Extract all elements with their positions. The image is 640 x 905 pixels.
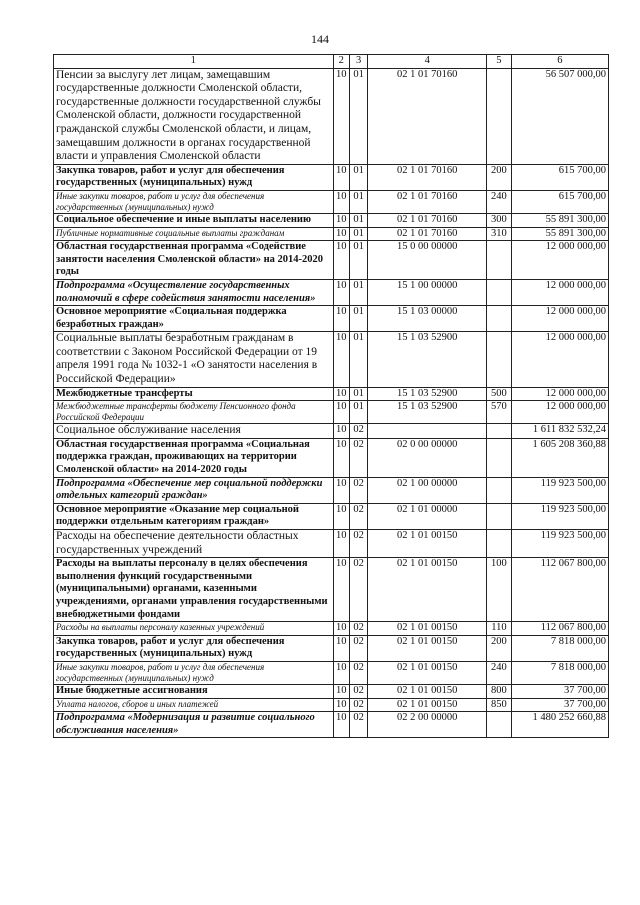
cell-target-code: 15 0 00 00000 — [368, 241, 487, 280]
table-row — [54, 503, 609, 529]
cell-name: Областная государственная программа «Социальная поддержка граждан, проживающих на территории Смоленской области» на 2014-2020 годы — [54, 438, 334, 477]
cell-section: 10 — [333, 68, 349, 164]
table-row — [54, 661, 609, 684]
cell-name: Социальное обслуживание населения — [54, 424, 334, 439]
table-row — [54, 190, 609, 213]
cell-subsection: 02 — [349, 712, 367, 738]
cell-subsection: 01 — [349, 401, 367, 424]
cell-expense-type — [487, 306, 512, 332]
cell-section: 10 — [333, 190, 349, 213]
cell-expense-type — [487, 477, 512, 503]
cell-expense-type — [487, 68, 512, 164]
cell-amount: 12 000 000,00 — [511, 241, 608, 280]
cell-target-code: 02 1 01 00000 — [368, 503, 487, 529]
cell-expense-type: 240 — [487, 190, 512, 213]
cell-amount: 615 700,00 — [511, 190, 608, 213]
cell-subsection: 02 — [349, 698, 367, 712]
cell-name: Социальные выплаты безработным гражданам в соответствии с Законом Российской Федерации от 19 апреля 1991 года № 1032-1 «О занятости населения в Российской Федерации» — [54, 332, 334, 387]
header-row — [54, 55, 609, 69]
table-row — [54, 424, 609, 439]
table-row — [54, 401, 609, 424]
cell-subsection: 01 — [349, 68, 367, 164]
cell-expense-type: 240 — [487, 661, 512, 684]
cell-subsection: 02 — [349, 622, 367, 636]
cell-target-code: 02 1 01 70160 — [368, 227, 487, 241]
cell-subsection: 02 — [349, 684, 367, 698]
table-row — [54, 279, 609, 305]
cell-amount: 7 818 000,00 — [511, 635, 608, 661]
cell-name: Подпрограмма «Осуществление государственных полномочий в сфере содействия занятости населения» — [54, 279, 334, 305]
cell-expense-type: 850 — [487, 698, 512, 712]
table-row — [54, 622, 609, 636]
cell-amount: 119 923 500,00 — [511, 503, 608, 529]
cell-name: Расходы на выплаты персоналу казенных учреждений — [54, 622, 334, 636]
cell-name: Расходы на выплаты персоналу в целях обеспечения выполнения функций государственными (муниципальными) органами, казенными учреждениями, органами управления государственными внебюджетными фондами — [54, 558, 334, 622]
cell-subsection: 02 — [349, 424, 367, 439]
cell-amount: 55 891 300,00 — [511, 213, 608, 227]
table-row — [54, 241, 609, 280]
cell-expense-type: 570 — [487, 401, 512, 424]
cell-name: Социальное обеспечение и иные выплаты населению — [54, 213, 334, 227]
cell-section: 10 — [333, 661, 349, 684]
cell-target-code: 02 1 01 70160 — [368, 190, 487, 213]
cell-target-code: 02 1 01 00150 — [368, 661, 487, 684]
table-row — [54, 438, 609, 477]
cell-expense-type — [487, 241, 512, 280]
cell-subsection: 01 — [349, 279, 367, 305]
cell-target-code: 02 1 01 00150 — [368, 698, 487, 712]
cell-expense-type — [487, 712, 512, 738]
cell-section: 10 — [333, 438, 349, 477]
cell-expense-type: 200 — [487, 635, 512, 661]
cell-subsection: 01 — [349, 227, 367, 241]
cell-amount: 119 923 500,00 — [511, 477, 608, 503]
cell-amount: 1 611 832 532,24 — [511, 424, 608, 439]
cell-section: 10 — [333, 635, 349, 661]
cell-expense-type — [487, 279, 512, 305]
cell-target-code: 15 1 03 52900 — [368, 401, 487, 424]
cell-expense-type: 100 — [487, 558, 512, 622]
cell-subsection: 01 — [349, 190, 367, 213]
cell-amount: 37 700,00 — [511, 684, 608, 698]
cell-name: Подпрограмма «Модернизация и развитие социального обслуживания населения» — [54, 712, 334, 738]
cell-section: 10 — [333, 387, 349, 401]
cell-section: 10 — [333, 477, 349, 503]
header-subsection: 3 — [349, 55, 367, 69]
cell-section: 10 — [333, 306, 349, 332]
cell-amount: 12 000 000,00 — [511, 332, 608, 387]
cell-target-code — [368, 424, 487, 439]
table-row — [54, 635, 609, 661]
cell-target-code: 02 1 01 00150 — [368, 622, 487, 636]
table-row — [54, 530, 609, 558]
cell-target-code: 02 1 01 70160 — [368, 213, 487, 227]
table-row — [54, 698, 609, 712]
cell-name: Уплата налогов, сборов и иных платежей — [54, 698, 334, 712]
cell-target-code: 15 1 00 00000 — [368, 279, 487, 305]
table-row — [54, 332, 609, 387]
cell-section: 10 — [333, 712, 349, 738]
cell-expense-type: 300 — [487, 213, 512, 227]
cell-target-code: 02 1 00 00000 — [368, 477, 487, 503]
cell-target-code: 02 1 01 00150 — [368, 530, 487, 558]
cell-section: 10 — [333, 698, 349, 712]
cell-target-code: 02 1 01 70160 — [368, 164, 487, 190]
cell-name: Иные бюджетные ассигнования — [54, 684, 334, 698]
table-row — [54, 558, 609, 622]
cell-amount: 1 480 252 660,88 — [511, 712, 608, 738]
cell-target-code: 15 1 03 00000 — [368, 306, 487, 332]
cell-section: 10 — [333, 401, 349, 424]
cell-name: Публичные нормативные социальные выплаты гражданам — [54, 227, 334, 241]
cell-name: Закупка товаров, работ и услуг для обеспечения государственных (муниципальных) нужд — [54, 164, 334, 190]
cell-expense-type: 800 — [487, 684, 512, 698]
table-row — [54, 164, 609, 190]
table-row — [54, 227, 609, 241]
budget-table — [53, 54, 609, 738]
cell-subsection: 01 — [349, 306, 367, 332]
cell-target-code: 02 2 00 00000 — [368, 712, 487, 738]
cell-expense-type — [487, 438, 512, 477]
cell-amount: 119 923 500,00 — [511, 530, 608, 558]
table-row — [54, 68, 609, 164]
table-row — [54, 712, 609, 738]
cell-section: 10 — [333, 227, 349, 241]
header-target-code: 4 — [368, 55, 487, 69]
cell-expense-type: 310 — [487, 227, 512, 241]
cell-name: Областная государственная программа «Содействие занятости населения Смоленской области» на 2014-2020 годы — [54, 241, 334, 280]
cell-expense-type — [487, 424, 512, 439]
table-row — [54, 684, 609, 698]
cell-section: 10 — [333, 558, 349, 622]
cell-expense-type — [487, 530, 512, 558]
cell-name: Основное мероприятие «Оказание мер социальной поддержки отдельным категориям граждан» — [54, 503, 334, 529]
cell-name: Пенсии за выслугу лет лицам, замещавшим государственные должности Смоленской области, государственные должности государственной службы Смоленской области, должности государственной гражданской службы Смоленской области, и лицам, замещавшим должности в органах государственной власти и управления Смоленской области — [54, 68, 334, 164]
cell-subsection: 01 — [349, 332, 367, 387]
cell-section: 10 — [333, 530, 349, 558]
cell-amount: 615 700,00 — [511, 164, 608, 190]
cell-amount: 12 000 000,00 — [511, 306, 608, 332]
cell-amount: 112 067 800,00 — [511, 558, 608, 622]
cell-subsection: 02 — [349, 635, 367, 661]
cell-expense-type: 500 — [487, 387, 512, 401]
cell-section: 10 — [333, 332, 349, 387]
cell-name: Закупка товаров, работ и услуг для обеспечения государственных (муниципальных) нужд — [54, 635, 334, 661]
cell-amount: 1 605 208 360,88 — [511, 438, 608, 477]
cell-target-code: 02 1 01 00150 — [368, 684, 487, 698]
cell-amount: 12 000 000,00 — [511, 387, 608, 401]
cell-expense-type — [487, 332, 512, 387]
cell-name: Иные закупки товаров, работ и услуг для обеспечения государственных (муниципальных) нужд — [54, 190, 334, 213]
cell-expense-type: 200 — [487, 164, 512, 190]
cell-subsection: 02 — [349, 558, 367, 622]
cell-target-code: 02 1 01 00150 — [368, 635, 487, 661]
cell-section: 10 — [333, 503, 349, 529]
cell-amount: 112 067 800,00 — [511, 622, 608, 636]
table-row — [54, 387, 609, 401]
header-name: 1 — [54, 55, 334, 69]
cell-expense-type: 110 — [487, 622, 512, 636]
cell-name: Межбюджетные трансферты — [54, 387, 334, 401]
cell-section: 10 — [333, 213, 349, 227]
cell-subsection: 01 — [349, 241, 367, 280]
cell-amount: 37 700,00 — [511, 698, 608, 712]
header-amount: 6 — [511, 55, 608, 69]
cell-target-code: 15 1 03 52900 — [368, 387, 487, 401]
cell-name: Основное мероприятие «Социальная поддержка безработных граждан» — [54, 306, 334, 332]
cell-subsection: 02 — [349, 477, 367, 503]
cell-subsection: 02 — [349, 530, 367, 558]
page-number: 144 — [311, 32, 329, 46]
cell-target-code: 02 1 01 00150 — [368, 558, 487, 622]
cell-section: 10 — [333, 622, 349, 636]
cell-subsection: 01 — [349, 164, 367, 190]
table-row — [54, 477, 609, 503]
cell-target-code: 15 1 03 52900 — [368, 332, 487, 387]
cell-amount: 7 818 000,00 — [511, 661, 608, 684]
cell-subsection: 02 — [349, 438, 367, 477]
cell-name: Межбюджетные трансферты бюджету Пенсионного фонда Российской Федерации — [54, 401, 334, 424]
cell-subsection: 01 — [349, 387, 367, 401]
cell-subsection: 02 — [349, 503, 367, 529]
cell-section: 10 — [333, 424, 349, 439]
table-row — [54, 213, 609, 227]
cell-target-code: 02 1 01 70160 — [368, 68, 487, 164]
cell-expense-type — [487, 503, 512, 529]
cell-section: 10 — [333, 241, 349, 280]
cell-section: 10 — [333, 684, 349, 698]
cell-subsection: 02 — [349, 661, 367, 684]
cell-target-code: 02 0 00 00000 — [368, 438, 487, 477]
cell-amount: 12 000 000,00 — [511, 401, 608, 424]
cell-section: 10 — [333, 279, 349, 305]
cell-amount: 12 000 000,00 — [511, 279, 608, 305]
header-section: 2 — [333, 55, 349, 69]
cell-name: Иные закупки товаров, работ и услуг для обеспечения государственных (муниципальных) нужд — [54, 661, 334, 684]
cell-name: Расходы на обеспечение деятельности областных государственных учреждений — [54, 530, 334, 558]
cell-section: 10 — [333, 164, 349, 190]
cell-name: Подпрограмма «Обеспечение мер социальной поддержки отдельных категорий граждан» — [54, 477, 334, 503]
cell-amount: 55 891 300,00 — [511, 227, 608, 241]
cell-subsection: 01 — [349, 213, 367, 227]
header-expense-type: 5 — [487, 55, 512, 69]
table-row — [54, 306, 609, 332]
cell-amount: 56 507 000,00 — [511, 68, 608, 164]
